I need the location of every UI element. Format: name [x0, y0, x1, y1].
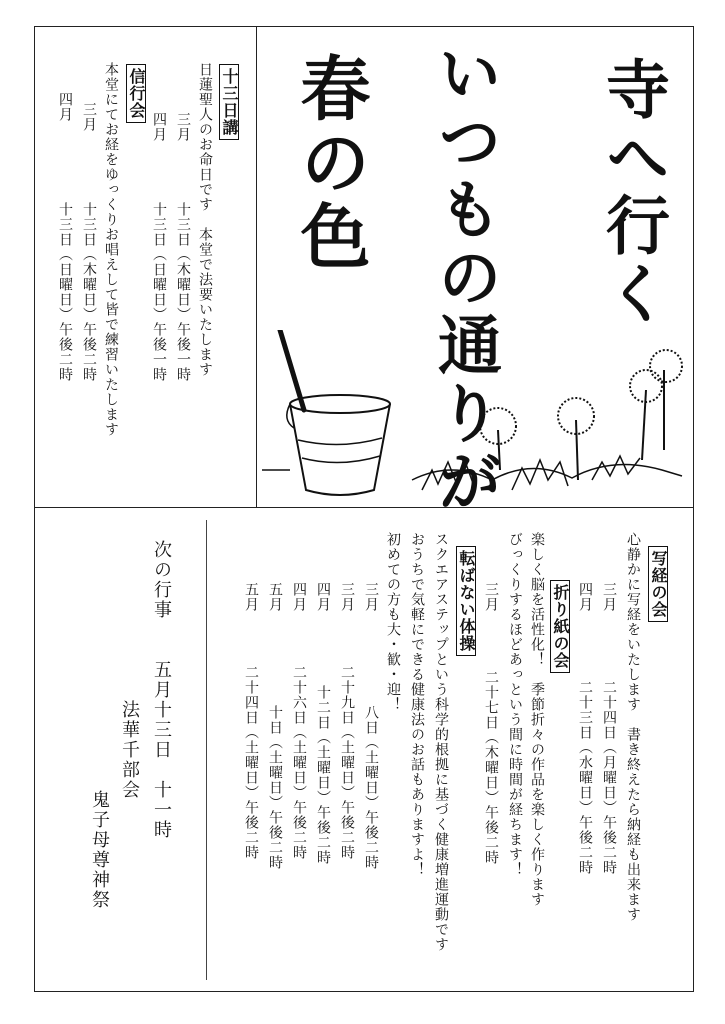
jusannichi-ko-month-2: 四月 — [151, 112, 167, 142]
headline-line-2: いつもの通りが — [427, 40, 501, 516]
korobanai-taiso-intro-1: スクエアステップという科学的根拠に基づく健康増進運動です — [433, 532, 449, 952]
korobanai-taiso-month-3: 四月 — [315, 582, 331, 612]
origami-kai-detail-1: 二十七日（木曜日）午後二時 — [483, 670, 499, 865]
headline-line-3: 春の色 — [289, 52, 371, 274]
next-event-date: 五月十三日 十一時 — [151, 660, 172, 840]
headline-line-1: 寺へ行く — [595, 56, 669, 328]
korobanai-taiso-detail-4: 二十六日（土曜日）午後二時 — [291, 665, 307, 860]
jusannichi-ko-detail-2: 十三日（日曜日）午後一時 — [151, 202, 167, 382]
shingyo-kai-intro: 本堂にてお経をゆっくりお唱えして皆で練習いたします — [103, 62, 119, 437]
origami-kai-intro-2: びっくりするほどあっという間に時間が経ちます！ — [507, 532, 523, 877]
korobanai-taiso-month-2: 三月 — [339, 582, 355, 612]
section-divider-horizontal — [34, 507, 694, 508]
shakyo-kai-detail-1: 二十四日（月曜日）午後二時 — [601, 680, 617, 875]
jusannichi-ko-intro: 日蓮聖人のお命日です 本堂で法要いたします — [197, 62, 213, 377]
shingyo-kai-detail-2: 十三日（日曜日）午後二時 — [57, 202, 73, 382]
origami-kai-intro-1: 楽しく脳を活性化！ 季節折々の作品を楽しく作ります — [529, 532, 545, 907]
shingyo-kai-month-2: 四月 — [57, 92, 73, 122]
korobanai-taiso-detail-6: 二十四日（土曜日）午後二時 — [243, 665, 259, 860]
shingyo-kai-detail-1: 十三日（木曜日）午後二時 — [81, 202, 97, 382]
shakyo-kai-detail-2: 二十三日（水曜日）午後二時 — [577, 680, 593, 875]
next-event-name-2: 鬼子母尊神祭 — [89, 790, 110, 910]
korobanai-taiso-month-5: 五月 — [267, 582, 283, 612]
jusannichi-ko-detail-1: 十三日（木曜日）午後一時 — [175, 202, 191, 382]
section-divider-bottom — [206, 520, 207, 980]
bucket-dandelion-illustration — [262, 330, 686, 502]
shakyo-kai-month-1: 三月 — [601, 582, 617, 612]
section-divider-top — [256, 26, 257, 507]
origami-kai-month-1: 三月 — [483, 582, 499, 612]
shakyo-kai-title: 写経の会 — [648, 546, 668, 622]
korobanai-taiso-detail-5: 十日（土曜日）午後二時 — [267, 705, 283, 870]
next-event-label: 次の行事 — [151, 540, 172, 620]
korobanai-taiso-detail-3: 十二日（土曜日）午後二時 — [315, 685, 331, 865]
korobanai-taiso-detail-2: 二十九日（土曜日）午後二時 — [339, 665, 355, 860]
jusannichi-ko-title: 十三日講 — [219, 64, 239, 140]
korobanai-taiso-intro-3: 初めての方も大・歓・迎！ — [385, 532, 401, 712]
korobanai-taiso-detail-1: 八日（土曜日）午後二時 — [363, 705, 379, 870]
origami-kai-title: 折り紙の会 — [550, 580, 570, 673]
korobanai-taiso-month-1: 三月 — [363, 582, 379, 612]
shingyo-kai-title: 信行会 — [126, 64, 146, 123]
korobanai-taiso-month-6: 五月 — [243, 582, 259, 612]
jusannichi-ko-month-1: 三月 — [175, 112, 191, 142]
korobanai-taiso-title: 転ばない体操 — [456, 546, 476, 656]
korobanai-taiso-intro-2: おうちで気軽にできる健康法のお話もありますよ！ — [409, 532, 425, 877]
korobanai-taiso-month-4: 四月 — [291, 582, 307, 612]
next-event-name-1: 法華千部会 — [119, 700, 140, 800]
shakyo-kai-intro: 心静かに写経をいたします 書き終えたら納経も出来ます — [625, 532, 641, 922]
shakyo-kai-month-2: 四月 — [577, 582, 593, 612]
shingyo-kai-month-1: 三月 — [81, 102, 97, 132]
